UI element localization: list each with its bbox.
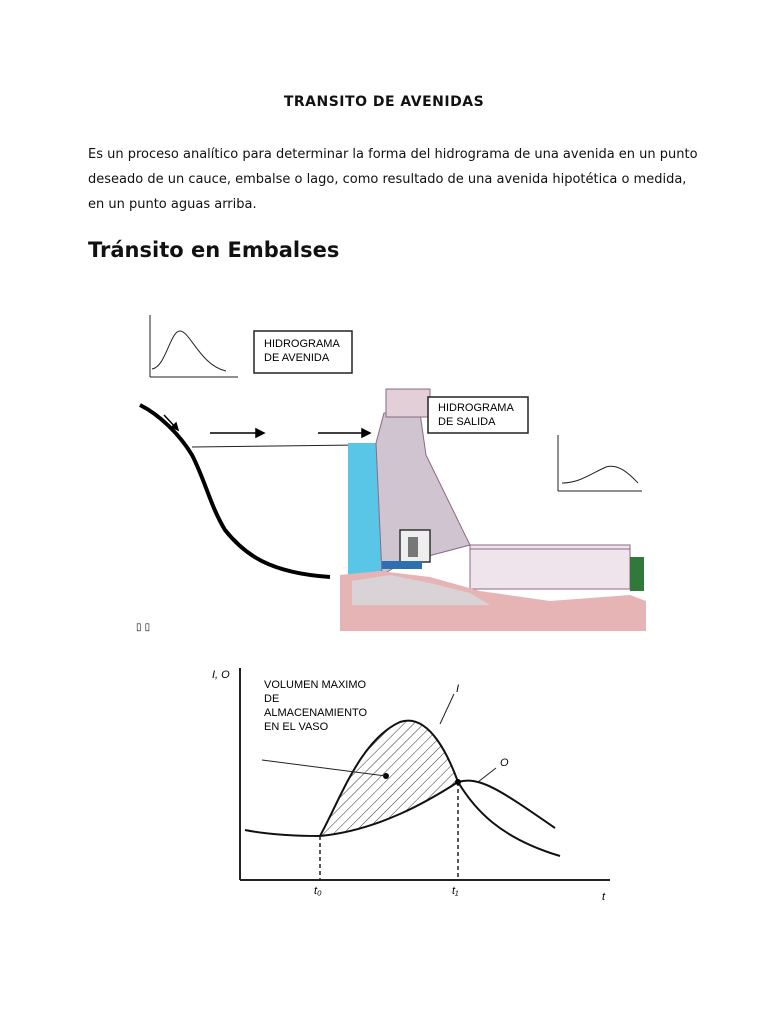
outflow-label-line2: DE SALIDA bbox=[438, 416, 496, 428]
stilling-basin bbox=[470, 545, 630, 589]
vegetation bbox=[630, 557, 644, 591]
t0-label: t₀ bbox=[314, 885, 322, 897]
flow-arrows bbox=[164, 415, 370, 437]
outlet-gate bbox=[408, 537, 418, 557]
outflow-curve-label: O bbox=[500, 757, 509, 769]
outlet-conduit bbox=[382, 561, 422, 569]
stray-marks: ▯ ▯ bbox=[136, 622, 151, 633]
y-axis-label: I, O bbox=[212, 669, 230, 681]
inflow-label-line1: HIDROGRAMA bbox=[264, 338, 340, 350]
routing-hydrograph-figure bbox=[200, 660, 640, 900]
intro-paragraph: Es un proceso analítico para determinar la forma del hidrograma de una avenida en un punto deseado de un cauce, embalse o lago, como resultado de una avenida hipotética o medida, en un punto aguas arriba. bbox=[88, 147, 698, 212]
intersection-point bbox=[455, 779, 461, 785]
note-line1: VOLUMEN MAXIMO bbox=[264, 679, 367, 691]
dam-crest bbox=[386, 389, 430, 417]
outflow-label-line1: HIDROGRAMA bbox=[438, 402, 514, 414]
note-line2: DE bbox=[264, 693, 280, 705]
x-axis-label: t bbox=[602, 891, 606, 900]
note-line3: ALMACENAMIENTO bbox=[264, 707, 368, 719]
river-bank bbox=[140, 405, 330, 577]
section-heading: Tránsito en Embalses bbox=[88, 238, 340, 262]
note-line4: EN EL VASO bbox=[264, 721, 329, 733]
inflow-curve-label: I bbox=[456, 683, 460, 695]
t1-label: t₁ bbox=[452, 885, 459, 897]
page-title: TRANSITO DE AVENIDAS bbox=[283, 94, 485, 110]
water-level-line bbox=[192, 445, 358, 447]
outflow-leader bbox=[478, 768, 496, 782]
inflow-label-line2: DE AVENIDA bbox=[264, 352, 330, 364]
dam-diagram bbox=[130, 305, 650, 645]
inflow-hydrograph bbox=[150, 315, 238, 377]
inflow-leader bbox=[440, 694, 454, 724]
outflow-hydrograph bbox=[558, 435, 642, 491]
